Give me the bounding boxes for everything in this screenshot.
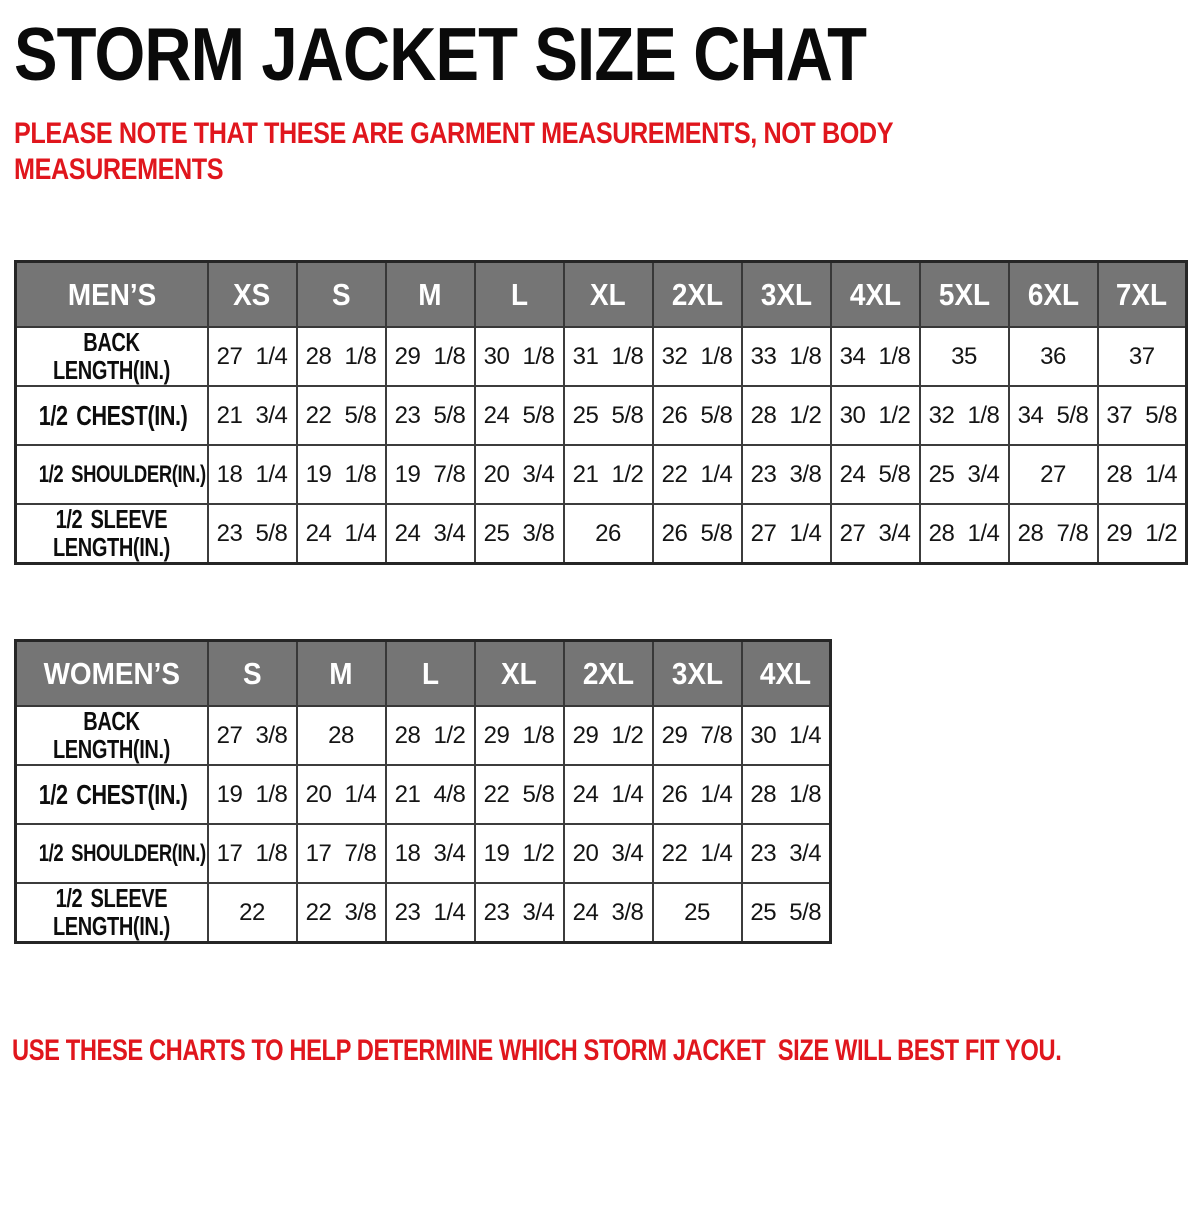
size-value-cell: 32 1/8: [920, 386, 1009, 445]
size-value-cell: 26 1/4: [653, 765, 742, 824]
size-column-header: 6XL: [1009, 262, 1098, 328]
size-value-cell: 37 5/8: [1098, 386, 1187, 445]
table-row: [16, 327, 1187, 386]
size-value-cell: 19 1/8: [208, 765, 297, 824]
size-value-cell: 26 5/8: [653, 386, 742, 445]
size-value-cell: 30 1/2: [831, 386, 920, 445]
size-value-cell: 24 1/4: [297, 504, 386, 564]
size-value-cell: 29 1/8: [386, 327, 475, 386]
size-value-cell: 28 1/2: [386, 706, 475, 765]
size-value-cell: 20 1/4: [297, 765, 386, 824]
size-value-cell: 18 3/4: [386, 824, 475, 883]
page-title: [14, 14, 1200, 94]
size-value-cell: 29 1/8: [475, 706, 564, 765]
size-value-cell: 25 5/8: [564, 386, 653, 445]
size-value-cell: 28 7/8: [1009, 504, 1098, 564]
size-value-cell: 23 3/4: [475, 883, 564, 943]
size-value-cell: 28 1/2: [742, 386, 831, 445]
size-value-cell: 34 1/8: [831, 327, 920, 386]
size-value-cell: 26: [564, 504, 653, 564]
size-column-header: L: [386, 641, 475, 707]
size-value-cell: 27 3/8: [208, 706, 297, 765]
size-value-cell: 23 1/4: [386, 883, 475, 943]
size-value-cell: 27 3/4: [831, 504, 920, 564]
size-value-cell: 25: [653, 883, 742, 943]
size-value-cell: 17 1/8: [208, 824, 297, 883]
size-value-cell: 25 3/4: [920, 445, 1009, 504]
size-value-cell: 23 5/8: [386, 386, 475, 445]
size-value-cell: 28 1/8: [742, 765, 831, 824]
size-column-header: M: [386, 262, 475, 328]
note-line: PLEASE NOTE THAT THESE ARE GARMENT MEASUREMENTS, NOT BODY: [14, 117, 894, 150]
size-value-cell: 28 1/8: [297, 327, 386, 386]
size-column-header: XL: [475, 641, 564, 707]
garment-measurement-note: [14, 116, 1200, 188]
size-value-cell: 23 3/8: [742, 445, 831, 504]
row-label-cell: BACK LENGTH(IN.): [16, 706, 208, 765]
size-column-header: M: [297, 641, 386, 707]
size-value-cell: 30 1/8: [475, 327, 564, 386]
size-value-cell: 22 5/8: [297, 386, 386, 445]
size-value-cell: 28 1/4: [920, 504, 1009, 564]
size-value-cell: 21 4/8: [386, 765, 475, 824]
size-column-header: 3XL: [653, 641, 742, 707]
size-value-cell: 25 3/8: [475, 504, 564, 564]
size-value-cell: 18 1/4: [208, 445, 297, 504]
footer-note: USE THESE CHARTS TO HELP DETERMINE WHICH STORM JACKET SIZE WILL BEST FIT YOU.: [12, 1034, 1062, 1067]
size-value-cell: 22 1/4: [653, 824, 742, 883]
size-value-cell: 22 1/4: [653, 445, 742, 504]
row-label-cell: 1/2 SHOULDER(IN.): [16, 445, 208, 504]
table-row: [16, 765, 831, 824]
size-column-header: XL: [564, 262, 653, 328]
row-label-cell: 1/2 SLEEVE LENGTH(IN.): [16, 504, 208, 564]
size-column-header: S: [297, 262, 386, 328]
mens-table-title-cell: MEN’S: [16, 262, 208, 328]
size-value-cell: 29 1/2: [564, 706, 653, 765]
size-value-cell: 20 3/4: [564, 824, 653, 883]
womens-table-title-cell: WOMEN’S: [16, 641, 208, 707]
table-row: [16, 445, 1187, 504]
size-value-cell: 35: [920, 327, 1009, 386]
size-value-cell: 34 5/8: [1009, 386, 1098, 445]
table-row: [16, 824, 831, 883]
table-row: [16, 386, 1187, 445]
size-value-cell: 21 3/4: [208, 386, 297, 445]
size-value-cell: 25 5/8: [742, 883, 831, 943]
size-value-cell: 29 1/2: [1098, 504, 1187, 564]
size-value-cell: 31 1/8: [564, 327, 653, 386]
row-label-cell: BACK LENGTH(IN.): [16, 327, 208, 386]
size-column-header: XS: [208, 262, 297, 328]
size-chart-page: [0, 14, 1200, 1214]
size-value-cell: 20 3/4: [475, 445, 564, 504]
size-column-header: 2XL: [653, 262, 742, 328]
size-value-cell: 24 3/8: [564, 883, 653, 943]
mens-header-row: [16, 262, 1187, 328]
mens-size-table: [14, 260, 1188, 565]
womens-size-table: [14, 639, 832, 944]
size-value-cell: 27 1/4: [208, 327, 297, 386]
womens-header-row: [16, 641, 831, 707]
size-value-cell: 19 7/8: [386, 445, 475, 504]
size-value-cell: 36: [1009, 327, 1098, 386]
size-value-cell: 21 1/2: [564, 445, 653, 504]
size-value-cell: 28: [297, 706, 386, 765]
size-value-cell: 17 7/8: [297, 824, 386, 883]
size-value-cell: 37: [1098, 327, 1187, 386]
size-value-cell: 24 1/4: [564, 765, 653, 824]
size-value-cell: 24 3/4: [386, 504, 475, 564]
size-value-cell: 22 5/8: [475, 765, 564, 824]
row-label-cell: 1/2 CHEST(IN.): [16, 386, 208, 445]
size-column-header: 3XL: [742, 262, 831, 328]
size-value-cell: 24 5/8: [475, 386, 564, 445]
size-value-cell: 28 1/4: [1098, 445, 1187, 504]
size-value-cell: 27 1/4: [742, 504, 831, 564]
size-value-cell: 19 1/2: [475, 824, 564, 883]
size-value-cell: 22: [208, 883, 297, 943]
table-row: [16, 504, 1187, 564]
size-value-cell: 32 1/8: [653, 327, 742, 386]
size-value-cell: 29 7/8: [653, 706, 742, 765]
size-column-header: 7XL: [1098, 262, 1187, 328]
size-value-cell: 26 5/8: [653, 504, 742, 564]
size-column-header: 5XL: [920, 262, 1009, 328]
row-label-cell: 1/2 SHOULDER(IN.): [16, 824, 208, 883]
size-column-header: 2XL: [564, 641, 653, 707]
size-column-header: 4XL: [831, 262, 920, 328]
table-row: [16, 706, 831, 765]
page-title-text: STORM JACKET SIZE CHAT: [14, 12, 867, 96]
table-row: [16, 883, 831, 943]
note-line: MEASUREMENTS: [14, 153, 224, 186]
row-label-cell: 1/2 SLEEVE LENGTH(IN.): [16, 883, 208, 943]
size-value-cell: 33 1/8: [742, 327, 831, 386]
size-value-cell: 24 5/8: [831, 445, 920, 504]
size-value-cell: 30 1/4: [742, 706, 831, 765]
size-column-header: 4XL: [742, 641, 831, 707]
size-value-cell: 19 1/8: [297, 445, 386, 504]
size-column-header: L: [475, 262, 564, 328]
size-value-cell: 22 3/8: [297, 883, 386, 943]
size-column-header: S: [208, 641, 297, 707]
size-value-cell: 23 5/8: [208, 504, 297, 564]
row-label-cell: 1/2 CHEST(IN.): [16, 765, 208, 824]
size-value-cell: 23 3/4: [742, 824, 831, 883]
size-value-cell: 27: [1009, 445, 1098, 504]
